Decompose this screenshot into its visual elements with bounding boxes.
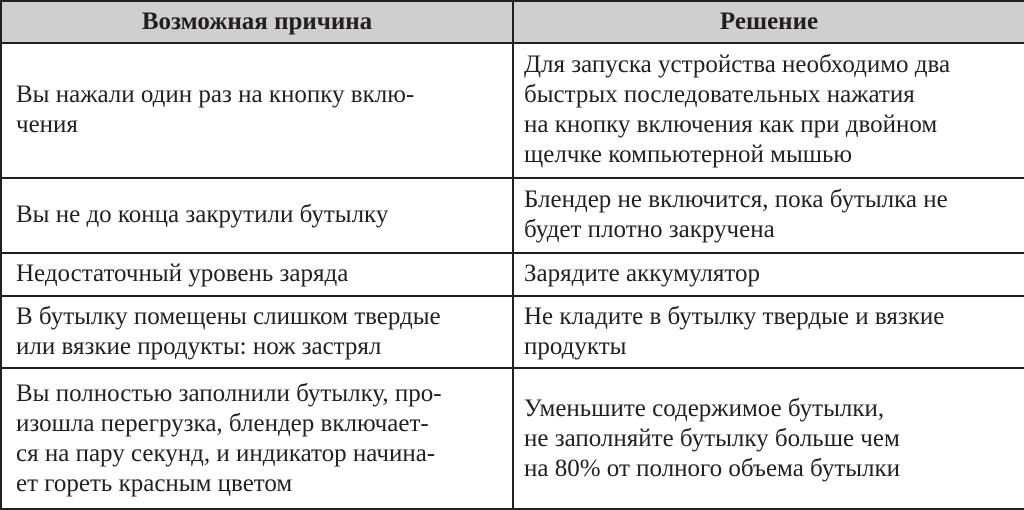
cause-text-line: чения: [16, 111, 78, 139]
solution-text-line: будет плотно закручена: [524, 216, 775, 244]
cause-text-line: ся на пару секунд, и индикатор начина-: [16, 439, 436, 467]
table-row: [1, 253, 1024, 296]
cause-text-line: В бутылку помещены слишком твердые: [16, 303, 441, 331]
cause-text-line: или вязкие продукты: нож застрял: [16, 333, 382, 361]
cause-text-line: ет гореть красным цветом: [16, 469, 293, 497]
solution-text-line: Блендер не включится, пока бутылка не: [524, 186, 948, 214]
solution-text-line: Уменьшите содержимое бутылки,: [524, 394, 885, 422]
cause-cell: [1, 368, 513, 509]
solution-text-line: продукты: [524, 333, 627, 361]
cause-text-line: изошла перегрузка, блендер включает-: [16, 409, 429, 437]
header-possible-cause: Возможная причина: [1, 1, 513, 43]
table-header: [1, 1, 1024, 43]
table-row: [1, 368, 1024, 509]
header-row: [1, 1, 1024, 43]
solution-text-line: Для запуска устройства необходимо два: [524, 51, 951, 79]
solution-text-line: Не кладите в бутылку твердые и вязкие: [524, 303, 945, 331]
header-solution: Решение: [513, 1, 1024, 43]
solution-text-line: на кнопку включения как при двойном: [524, 111, 938, 139]
cause-cell: [1, 296, 513, 368]
table-body: [1, 43, 1024, 509]
cause-text-line: Вы не до конца закрутили бутылку: [16, 201, 389, 229]
solution-text-line: щелчке компьютерной мышью: [524, 141, 853, 169]
solution-text-line: на 80% от полного объема бутылки: [524, 454, 901, 482]
solution-cell: [513, 296, 1024, 368]
solution-cell: [513, 178, 1024, 253]
cause-cell: [1, 43, 513, 178]
solution-text-line: не заполняйте бутылку больше чем: [524, 424, 900, 452]
cause-text-line: Вы полностью заполнили бутылку, про-: [16, 379, 442, 407]
solution-cell: [513, 43, 1024, 178]
solution-text-line: быстрых последовательных нажатия: [524, 81, 915, 109]
cause-cell: [1, 178, 513, 253]
table-row: [1, 296, 1024, 368]
cause-text-line: Недостаточный уровень заряда: [16, 260, 349, 288]
solution-cell: [513, 368, 1024, 509]
cause-cell: [1, 253, 513, 296]
cause-text-line: Вы нажали один раз на кнопку вклю-: [16, 81, 415, 109]
table-row: [1, 43, 1024, 178]
table-row: [1, 178, 1024, 253]
solution-cell: [513, 253, 1024, 296]
solution-text-line: Зарядите аккумулятор: [524, 260, 760, 288]
